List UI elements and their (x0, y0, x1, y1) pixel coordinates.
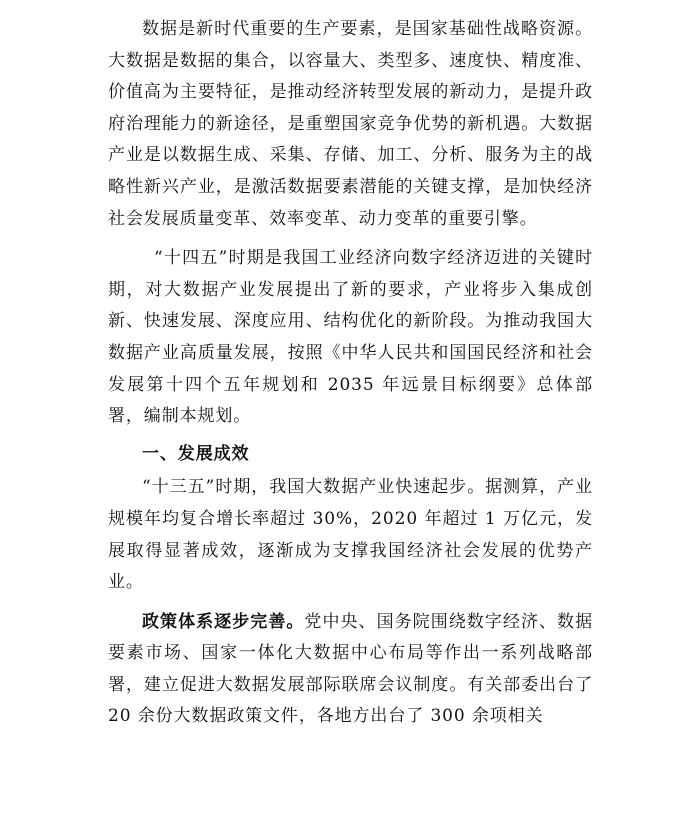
thirteenth-plan-paragraph: “十三五”时期，我国大数据产业快速起步。据测算，产业规模年均复合增长率超过 30%，2020 年超过 1 万亿元，发展取得显著成效，逐渐成为支撑我国经济社会发展的优势产业。 (108, 477, 593, 593)
intro-paragraph: 数据是新时代重要的生产要素，是国家基础性战略资源。大数据是数据的集合，以容量大、类型多、速度快、精度准、价值高为主要特征，是推动经济转型发展的新动力，是提升政府治理能力的新途径，是重塑国家竞争优势的新机遇。大数据产业是以数据生成、采集、存储、加工、分析、服务为主的战略性新兴产业，是激活数据要素潜能的关键支撑，是加快经济社会发展质量变革、效率变革、动力变革的重要引擎。 (108, 19, 593, 229)
fourteenth-plan-paragraph: “十四五”时期是我国工业经济向数字经济迈进的关键时期，对大数据产业发展提出了新的要求，产业将步入集成创新、快速发展、深度应用、结构优化的新阶段。为推动我国大数据产业高质量发展，按照《中华人民共和国国民经济和社会发展第十四个五年规划和 2035 年远景目标纲要》总体部署，编制本规划。 (108, 248, 593, 427)
policy-lead: 政策体系逐步完善。 (142, 611, 305, 632)
policy-paragraph (108, 599, 593, 733)
section-heading: 一、发展成效 (142, 443, 250, 464)
policy-body: 党中央、国务院围绕数字经济、数据要素市场、国家一体化大数据中心布局等作出一系列战略部署，建立促进大数据发展部际联席会议制度。有关部委出台了 20 余份大数据政策文件，各地方出台了 300 余项相关 (108, 611, 593, 727)
document-page (108, 0, 593, 733)
